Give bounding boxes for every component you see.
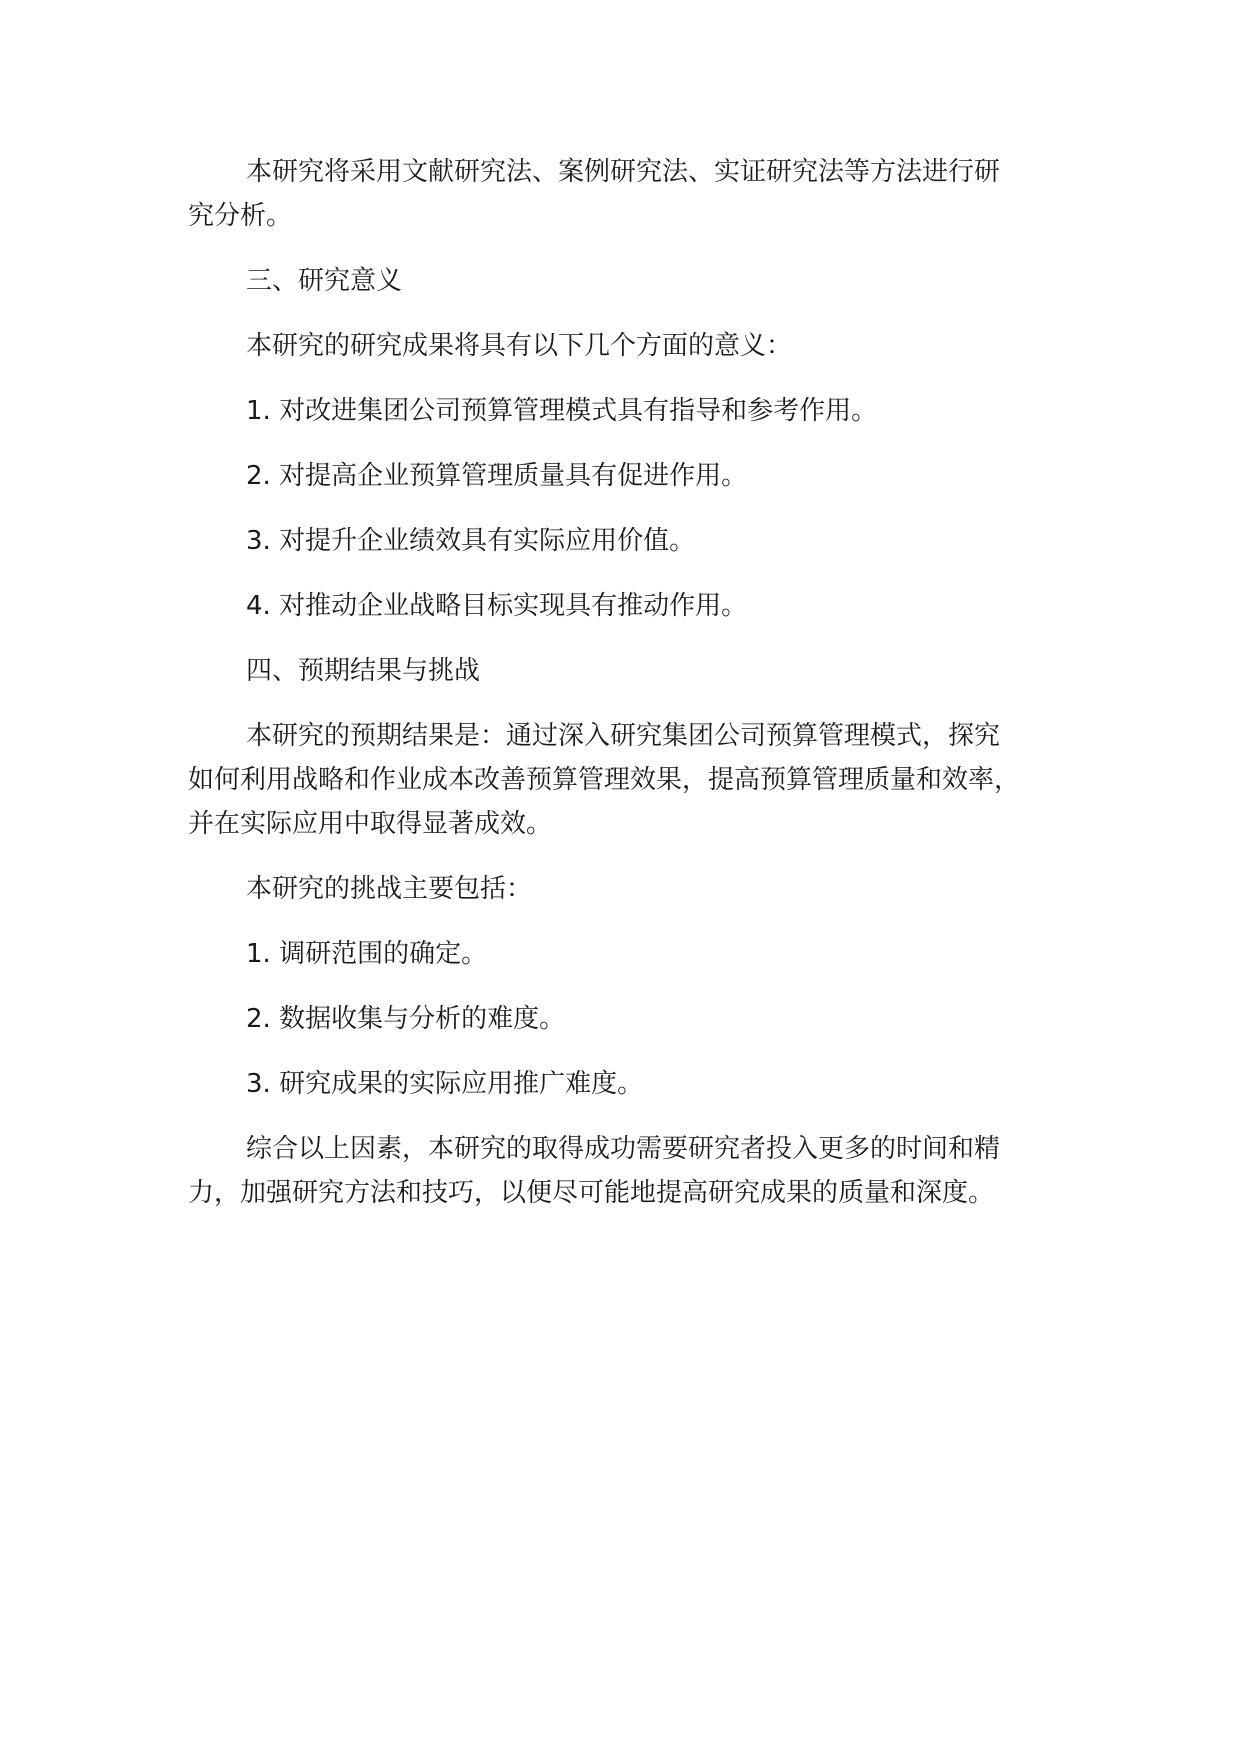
list-item: 2. 数据收集与分析的难度。: [246, 1004, 566, 1034]
section-heading-expected-results: 四、预期结果与挑战: [246, 656, 481, 686]
paragraph-expected-results: [188, 714, 1088, 846]
list-item: 2. 对提高企业预算管理质量具有促进作用。: [246, 461, 748, 491]
section-heading-significance: 三、研究意义: [246, 266, 403, 296]
paragraph-line: 力，加强研究方法和技巧，以便尽可能地提高研究成果的质量和深度。: [188, 1178, 995, 1208]
paragraph-conclusion: [188, 1127, 1088, 1215]
paragraph-line: 究分析。: [188, 201, 293, 231]
list-item: 3. 研究成果的实际应用推广难度。: [246, 1069, 644, 1099]
paragraph-line: 综合以上因素，本研究的取得成功需要研究者投入更多的时间和精: [246, 1134, 1001, 1164]
list-item: 3. 对提升企业绩效具有实际应用价值。: [246, 526, 696, 556]
paragraph-line: 本研究的预期结果是：通过深入研究集团公司预算管理模式，探究: [246, 721, 1001, 751]
list-item: 4. 对推动企业战略目标实现具有推动作用。: [246, 591, 748, 621]
paragraph-significance-intro: 本研究的研究成果将具有以下几个方面的意义：: [246, 331, 793, 361]
paragraph-methods: [188, 150, 1088, 238]
paragraph-challenges-intro: 本研究的挑战主要包括：: [246, 874, 533, 904]
list-item: 1. 对改进集团公司预算管理模式具有指导和参考作用。: [246, 396, 878, 426]
paragraph-line: 本研究将采用文献研究法、案例研究法、实证研究法等方法进行研: [246, 157, 1001, 187]
document-body: [188, 150, 1088, 1236]
list-item: 1. 调研范围的确定。: [246, 939, 488, 969]
paragraph-line: 如何利用战略和作业成本改善预算管理效果，提高预算管理质量和效率，: [188, 765, 1021, 795]
paragraph-line: 并在实际应用中取得显著成效。: [188, 809, 553, 839]
